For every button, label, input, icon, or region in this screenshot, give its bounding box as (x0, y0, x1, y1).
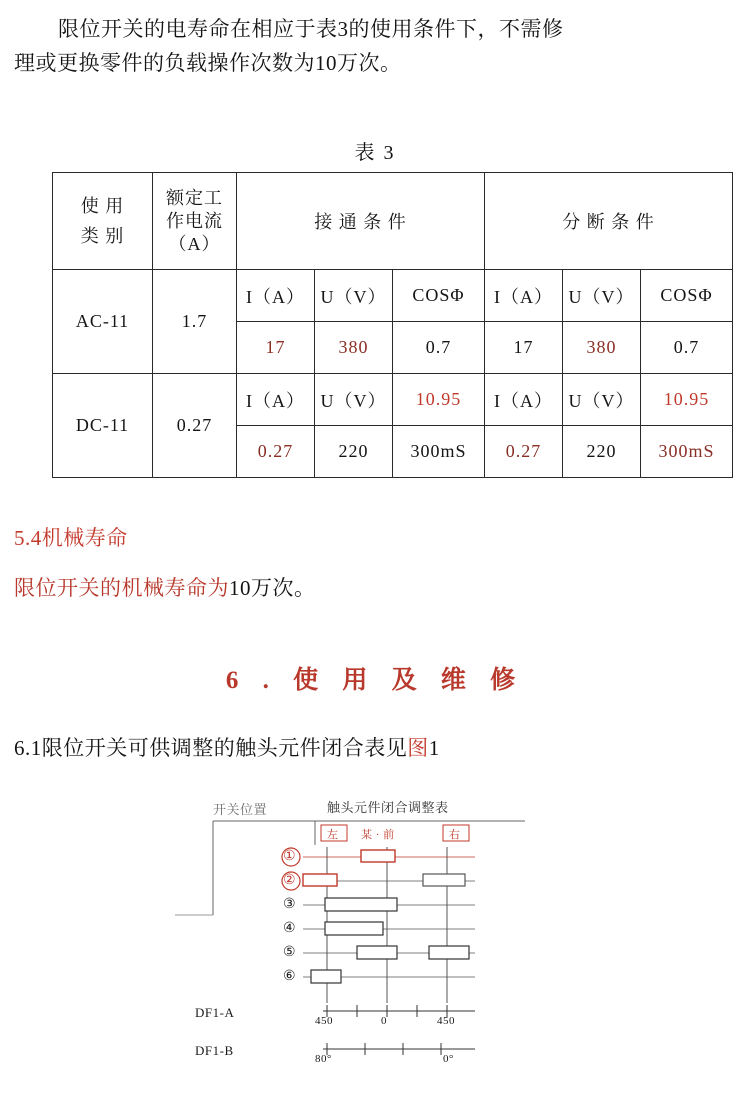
figure-row-number-5: ⑤ (283, 945, 297, 960)
header-rated-current (153, 173, 237, 270)
figure-scale-a-center: 0 (381, 1015, 387, 1027)
cell-ac11-val-5: 380 (563, 322, 641, 374)
cell-dc11-sub-5: U（V） (563, 374, 641, 426)
cell-dc11-val-5: 220 (563, 426, 641, 478)
table-3-wrapper (52, 172, 715, 478)
cell-ac11-sub-4: I（A） (485, 270, 563, 322)
header-use-category-line2: 类 别 (80, 226, 125, 246)
section-6-1-part-a: 6.1限位开关可供调整的触头元件闭合表见 (14, 736, 408, 760)
figure-scale-a-left: 450 (315, 1015, 333, 1027)
header-rated-current-line1: 额定工 (166, 187, 223, 208)
cell-dc11-val-1: 0.27 (237, 426, 315, 478)
figure-row-number-4: ④ (283, 921, 297, 936)
cell-dc11-sub-4: I（A） (485, 374, 563, 426)
figure-1 (175, 795, 575, 1085)
cell-ac11-sub-1: I（A） (237, 270, 315, 322)
cell-category-ac11: AC-11 (53, 270, 153, 374)
header-break-condition: 分 断 条 件 (485, 173, 733, 270)
table-row (53, 374, 733, 426)
cell-dc11-val-2: 220 (315, 426, 393, 478)
header-use-category (53, 173, 153, 270)
cell-dc11-sub-3: 10.95 (393, 374, 485, 426)
section-6-1-text (14, 732, 440, 762)
table-3 (52, 172, 733, 478)
table-row (53, 270, 733, 322)
section-5-4-body-red: 限位开关的机械寿命为 (14, 576, 229, 600)
cell-dc11-sub-6: 10.95 (641, 374, 733, 426)
figure-row-number-3: ③ (283, 897, 297, 912)
cell-current-dc11: 0.27 (153, 374, 237, 478)
table-header-row (53, 173, 733, 270)
section-6-heading: 6 . 使 用 及 维 修 (225, 667, 525, 694)
cell-ac11-sub-5: U（V） (563, 270, 641, 322)
figure-model-b: DF1-B (195, 1043, 234, 1058)
cell-ac11-val-4: 17 (485, 322, 563, 374)
section-5-4-body (14, 572, 316, 602)
intro-line-2: 理或更换零件的负载操作次数为10万次。 (14, 51, 402, 75)
figure-model-a: DF1-A (195, 1005, 235, 1020)
header-rated-current-line3: （A） (168, 233, 221, 254)
figure-row-number-2: ② (283, 873, 297, 888)
figure-marker-right: 右 (449, 829, 461, 841)
cell-category-dc11: DC-11 (53, 374, 153, 478)
figure-marker-center: 某 · 前 (361, 829, 395, 841)
figure-row-number-6: ⑥ (283, 969, 297, 984)
figure-scale-a-right: 450 (437, 1015, 455, 1027)
figure-marker-left: 左 (327, 829, 339, 841)
section-6-1-part-c: 1 (428, 736, 440, 760)
header-rated-current-line2: 作电流 (166, 210, 223, 231)
cell-dc11-val-3: 300mS (393, 426, 485, 478)
table-caption: 表 3 (354, 142, 396, 164)
cell-current-ac11: 1.7 (153, 270, 237, 374)
header-make-condition: 接 通 条 件 (237, 173, 485, 270)
intro-line-1: 限位开关的电寿命在相应于表3的使用条件下，不需修 (58, 17, 564, 41)
cell-dc11-sub-1: I（A） (237, 374, 315, 426)
cell-dc11-sub-2: U（V） (315, 374, 393, 426)
cell-ac11-val-1: 17 (237, 322, 315, 374)
cell-ac11-val-2: 380 (315, 322, 393, 374)
intro-paragraph (14, 12, 736, 80)
header-use-category-line1: 使 用 (80, 196, 125, 216)
cell-ac11-val-6: 0.7 (641, 322, 733, 374)
cell-dc11-val-4: 0.27 (485, 426, 563, 478)
section-5-4-body-black: 10万次。 (229, 576, 316, 600)
figure-title-right: 触头元件闭合调整表 (327, 800, 449, 815)
cell-ac11-sub-6: COSΦ (641, 270, 733, 322)
figure-title-left: 开关位置 (213, 802, 268, 817)
cell-ac11-sub-3: COSΦ (393, 270, 485, 322)
cell-dc11-val-6: 300mS (641, 426, 733, 478)
cell-ac11-val-3: 0.7 (393, 322, 485, 374)
figure-row-number-1: ① (283, 849, 297, 864)
cell-ac11-sub-2: U（V） (315, 270, 393, 322)
figure-scale-b-left: 80° (315, 1053, 332, 1065)
section-6-1-part-b: 图 (407, 736, 429, 760)
section-5-4-heading: 5.4机械寿命 (14, 526, 128, 550)
figure-scale-b-right: 0° (443, 1053, 454, 1065)
